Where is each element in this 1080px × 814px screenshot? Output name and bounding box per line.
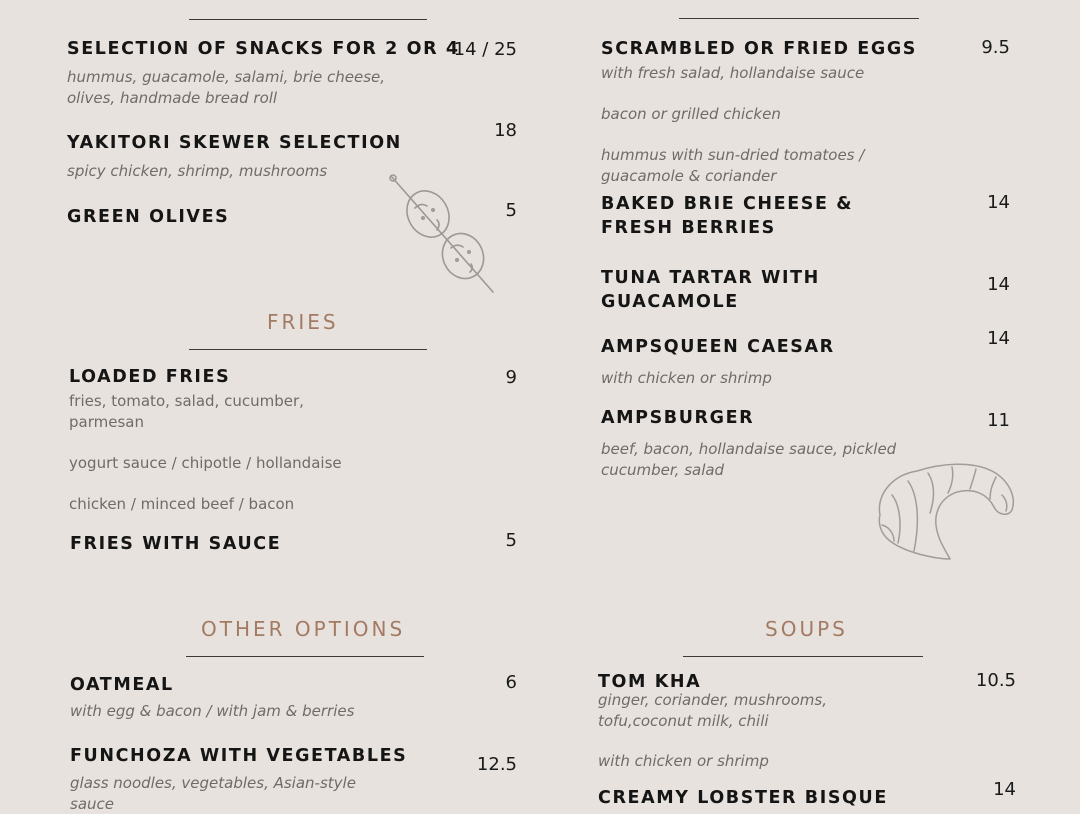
menu-item-description: hummus, guacamole, salami, brie cheese, olives, handmade bread roll	[67, 68, 386, 107]
menu-item-price: 5	[505, 200, 517, 221]
menu-item-description: with egg & bacon / with jam & berries	[70, 702, 355, 720]
top-right-rule	[679, 18, 919, 19]
menu-item-option: hummus with sun-dried tomatoes / guacamole & coriander	[601, 146, 865, 185]
menu-item-description: fries, tomato, salad, cucumber, parmesan	[69, 392, 304, 431]
menu-item-price: 14	[987, 192, 1010, 213]
menu-item-name: GUACAMOLE	[601, 292, 739, 312]
menu-item-name: FUNCHOZA WITH VEGETABLES	[70, 746, 408, 766]
menu-item-name: OATMEAL	[70, 675, 174, 695]
menu-item-price: 6	[505, 672, 517, 693]
menu-item-name: LOADED FRIES	[69, 367, 231, 387]
section-rule-other-options	[186, 656, 424, 657]
top-left-rule	[189, 19, 427, 20]
menu-item-price: 9.5	[981, 37, 1010, 58]
menu-item-name: TUNA TARTAR WITH	[601, 268, 820, 288]
croissant-illustration	[872, 455, 1022, 565]
menu-item-name: SCRAMBLED OR FRIED EGGS	[601, 39, 917, 59]
menu-item-price: 14	[993, 779, 1016, 800]
menu-item-description: ginger, coriander, mushrooms, tofu,coconut milk, chili	[598, 691, 827, 730]
section-title-fries: FRIES	[267, 310, 339, 334]
menu-item-name: GREEN OLIVES	[67, 207, 230, 227]
section-title-soups: SOUPS	[765, 617, 848, 641]
menu-item-price: 10.5	[975, 670, 1016, 691]
skewer-illustration	[385, 170, 505, 300]
menu-item-option: chicken / minced beef / bacon	[69, 495, 295, 513]
menu-item-name: SELECTION OF SNACKS FOR 2 OR 4	[67, 39, 460, 59]
menu-item-name: YAKITORI SKEWER SELECTION	[67, 133, 402, 153]
menu-item-price: 11	[987, 410, 1010, 431]
menu-item-name: FRIES WITH SAUCE	[70, 534, 282, 554]
menu-item-price: 18	[494, 120, 517, 141]
menu-item-price: 12.5	[476, 754, 517, 775]
menu-item-option: yogurt sauce / chipotle / hollandaise	[69, 454, 342, 472]
menu-item-name: FRESH BERRIES	[601, 218, 776, 238]
menu-item-description: with fresh salad, hollandaise sauce	[601, 64, 865, 82]
menu-item-name: CREAMY LOBSTER BISQUE	[598, 788, 888, 808]
section-title-other-options: OTHER OPTIONS	[201, 617, 406, 641]
menu-item-price: 5	[505, 530, 517, 551]
menu-item-price: 14	[987, 274, 1010, 295]
menu-item-name: BAKED BRIE CHEESE &	[601, 194, 854, 214]
menu-item-price: 14 / 25	[453, 39, 517, 60]
menu-item-name: TOM KHA	[598, 672, 702, 692]
menu-item-price: 9	[505, 367, 517, 388]
section-rule-fries	[189, 349, 427, 350]
menu-item-description: with chicken or shrimp	[601, 369, 772, 387]
menu-item-name: AMPSQUEEN CAESAR	[601, 337, 835, 357]
menu-item-name: AMPSBURGER	[601, 408, 755, 428]
menu-item-description: beef, bacon, hollandaise sauce, pickled cucumber, salad	[601, 440, 897, 479]
section-rule-soups	[683, 656, 923, 657]
menu-item-description: spicy chicken, shrimp, mushrooms	[67, 162, 328, 180]
menu-item-option: with chicken or shrimp	[598, 752, 769, 770]
menu-item-option: bacon or grilled chicken	[601, 105, 781, 123]
menu-item-description: glass noodles, vegetables, Asian-style sauce	[70, 774, 356, 813]
menu-item-price: 14	[987, 328, 1010, 349]
